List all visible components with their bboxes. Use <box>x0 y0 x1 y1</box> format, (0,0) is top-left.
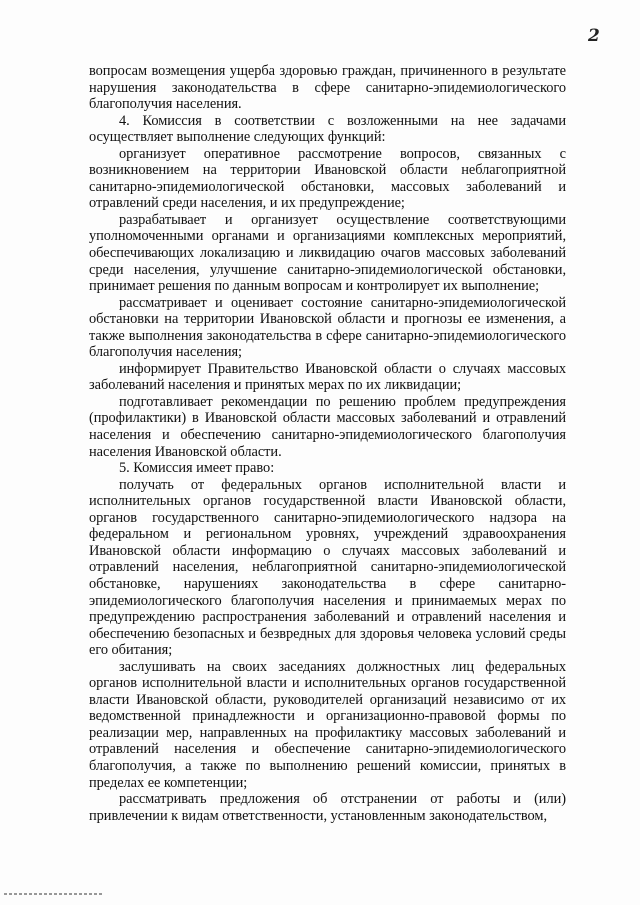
paragraph-function-prepares: подготавливает рекомендации по решению проблем предупреждения (профилактики) в Ивановской области массовых заболеваний и отравлений населения и обеспечению санитарно-эпидемиологического благополучия населения Ивановской области. <box>89 393 566 460</box>
scan-artifact <box>4 893 104 895</box>
paragraph-right-hear: заслушивать на своих заседаниях должностных лиц федеральных органов исполнительной власти и исполнительных органов государственной власти Ивановской области, руководителей организаций независимо от их ведомственной принадлежности и организационно-правовой формы по реализации мер, направленных на профилактику массовых заболеваний и отравлений населения и обеспечение санитарно-эпидемиологического благополучия, а также по выполнению решений комиссии, принятых в пределах ее компетенции; <box>89 658 566 791</box>
paragraph-item-4-heading: 4. Комиссия в соответствии с возложенными на нее задачами осуществляет выполнение следующих функций: <box>89 112 566 146</box>
paragraph-right-receive: получать от федеральных органов исполнительной власти и исполнительных органов государственной власти Ивановской области, органов государственного санитарно-эпидемиологического надзора на федеральном и региональном уровнях, учреждений здравоохранения Ивановской области информацию о случаях массовых заболеваний и отравлений населения, неблагоприятной санитарно-эпидемиологической обстановке, нарушениях законодательства в сфере санитарно-эпидемиологического благополучия населения и принимаемых мерах по предупреждению распространения заболеваний и отравлений населения и обеспечению безопасных и безвредных для здоровья человека условий среды его обитания; <box>89 476 566 659</box>
paragraph-function-develops: разрабатывает и организует осуществление соответствующими уполномоченными органами и организациями комплексных мероприятий, обеспечивающих локализацию и ликвидацию очагов массовых заболеваний среди населения, улучшение санитарно-эпидемиологической обстановки, принимает решения по данным вопросам и контролирует их выполнение; <box>89 211 566 295</box>
paragraph-function-organizes: организует оперативное рассмотрение вопросов, связанных с возникновением на территории Ивановской области неблагоприятной санитарно-эпидемиологической обстановки, массовых заболеваний и отравлений среди населения, и их предупреждение; <box>89 145 566 212</box>
paragraph-function-reviews: рассматривает и оценивает состояние санитарно-эпидемиологической обстановки на территории Ивановской области и прогнозы ее изменения, а также выполнения законодательства в сфере санитарно-эпидемиологического благополучия населения; <box>89 294 566 361</box>
document-body <box>89 63 566 824</box>
paragraph-right-consider: рассматривать предложения об отстранении от работы и (или) привлечении к видам ответственности, установленным законодательством, <box>89 791 566 824</box>
paragraph-function-informs: информирует Правительство Ивановской области о случаях массовых заболеваний населения и принятых мерах по их ликвидации; <box>89 360 566 394</box>
paragraph-item-5-heading: 5. Комиссия имеет право: <box>119 460 275 477</box>
page-number: 2 <box>588 26 600 46</box>
paragraph-continuation: вопросам возмещения ущерба здоровью граждан, причиненного в результате нарушения законодательства в сфере санитарно-эпидемиологического благополучия населения. <box>89 63 566 113</box>
